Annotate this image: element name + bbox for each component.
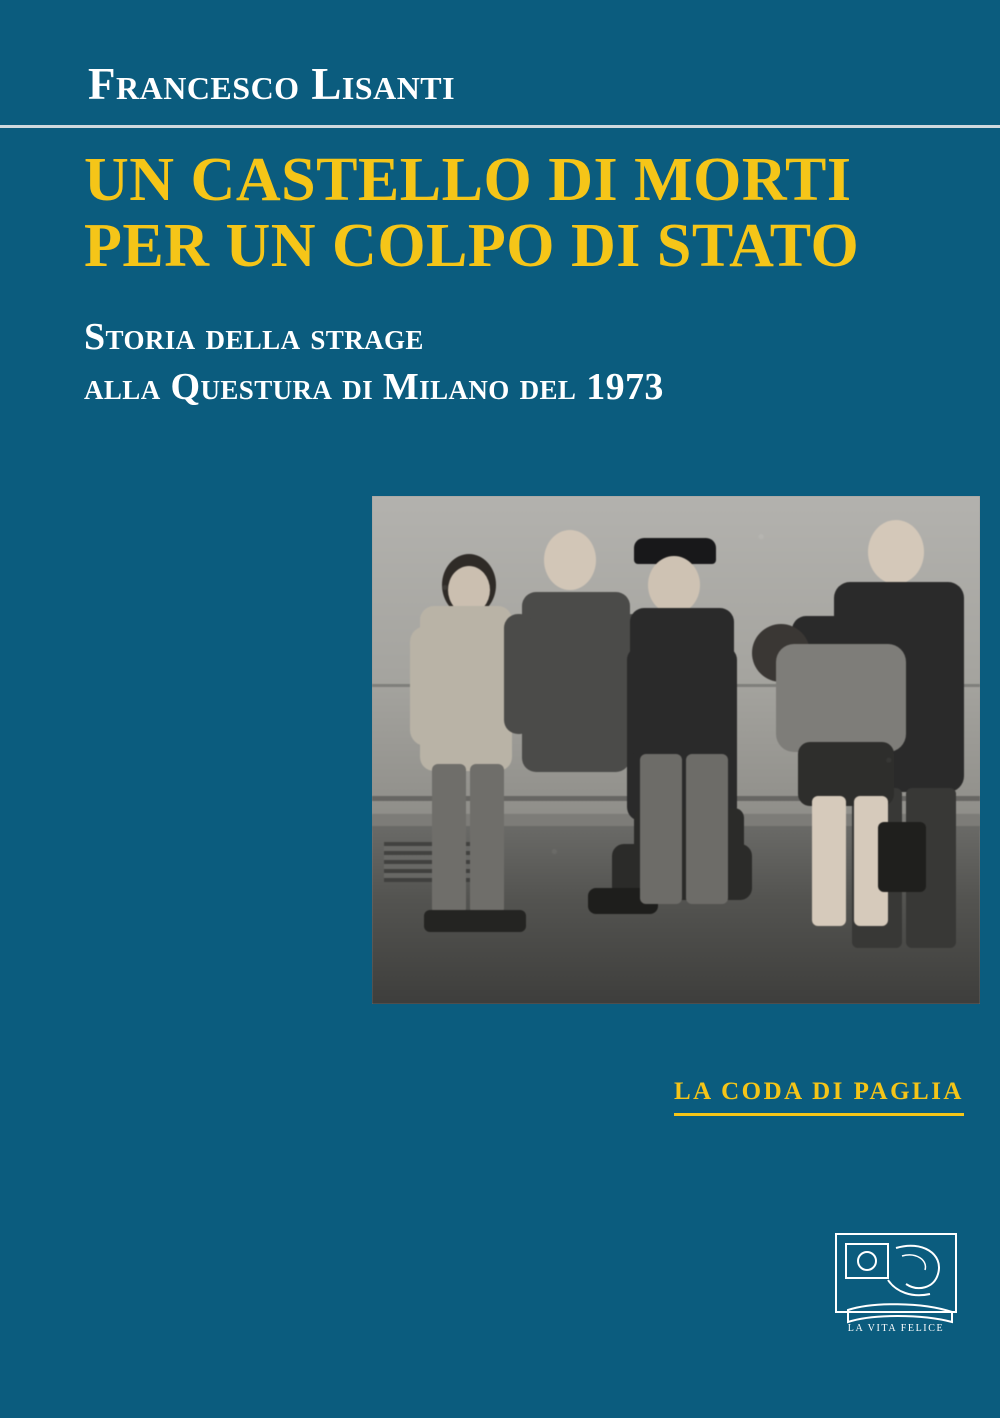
title-line-1: UN CASTELLO DI MORTI xyxy=(84,146,852,214)
title-block xyxy=(84,148,924,412)
publisher-logo xyxy=(826,1218,966,1338)
subtitle-line-2: alla Questura di Milano del 1973 xyxy=(84,365,664,408)
author-band xyxy=(0,0,1000,128)
page-title xyxy=(84,148,924,279)
cover-photograph xyxy=(372,496,980,1004)
subtitle xyxy=(84,313,924,412)
photo-grain xyxy=(372,496,980,1004)
author-name: Francesco Lisanti xyxy=(88,59,456,109)
publisher-emblem-icon xyxy=(826,1218,966,1338)
title-line-2: PER UN COLPO DI STATO xyxy=(84,211,860,280)
subtitle-line-1: Storia della strage xyxy=(84,316,424,359)
photo-scene xyxy=(372,496,980,1004)
publisher-name: LA VITA FELICE xyxy=(847,1323,945,1334)
series-label: LA CODA DI PAGLIA xyxy=(674,1078,964,1116)
